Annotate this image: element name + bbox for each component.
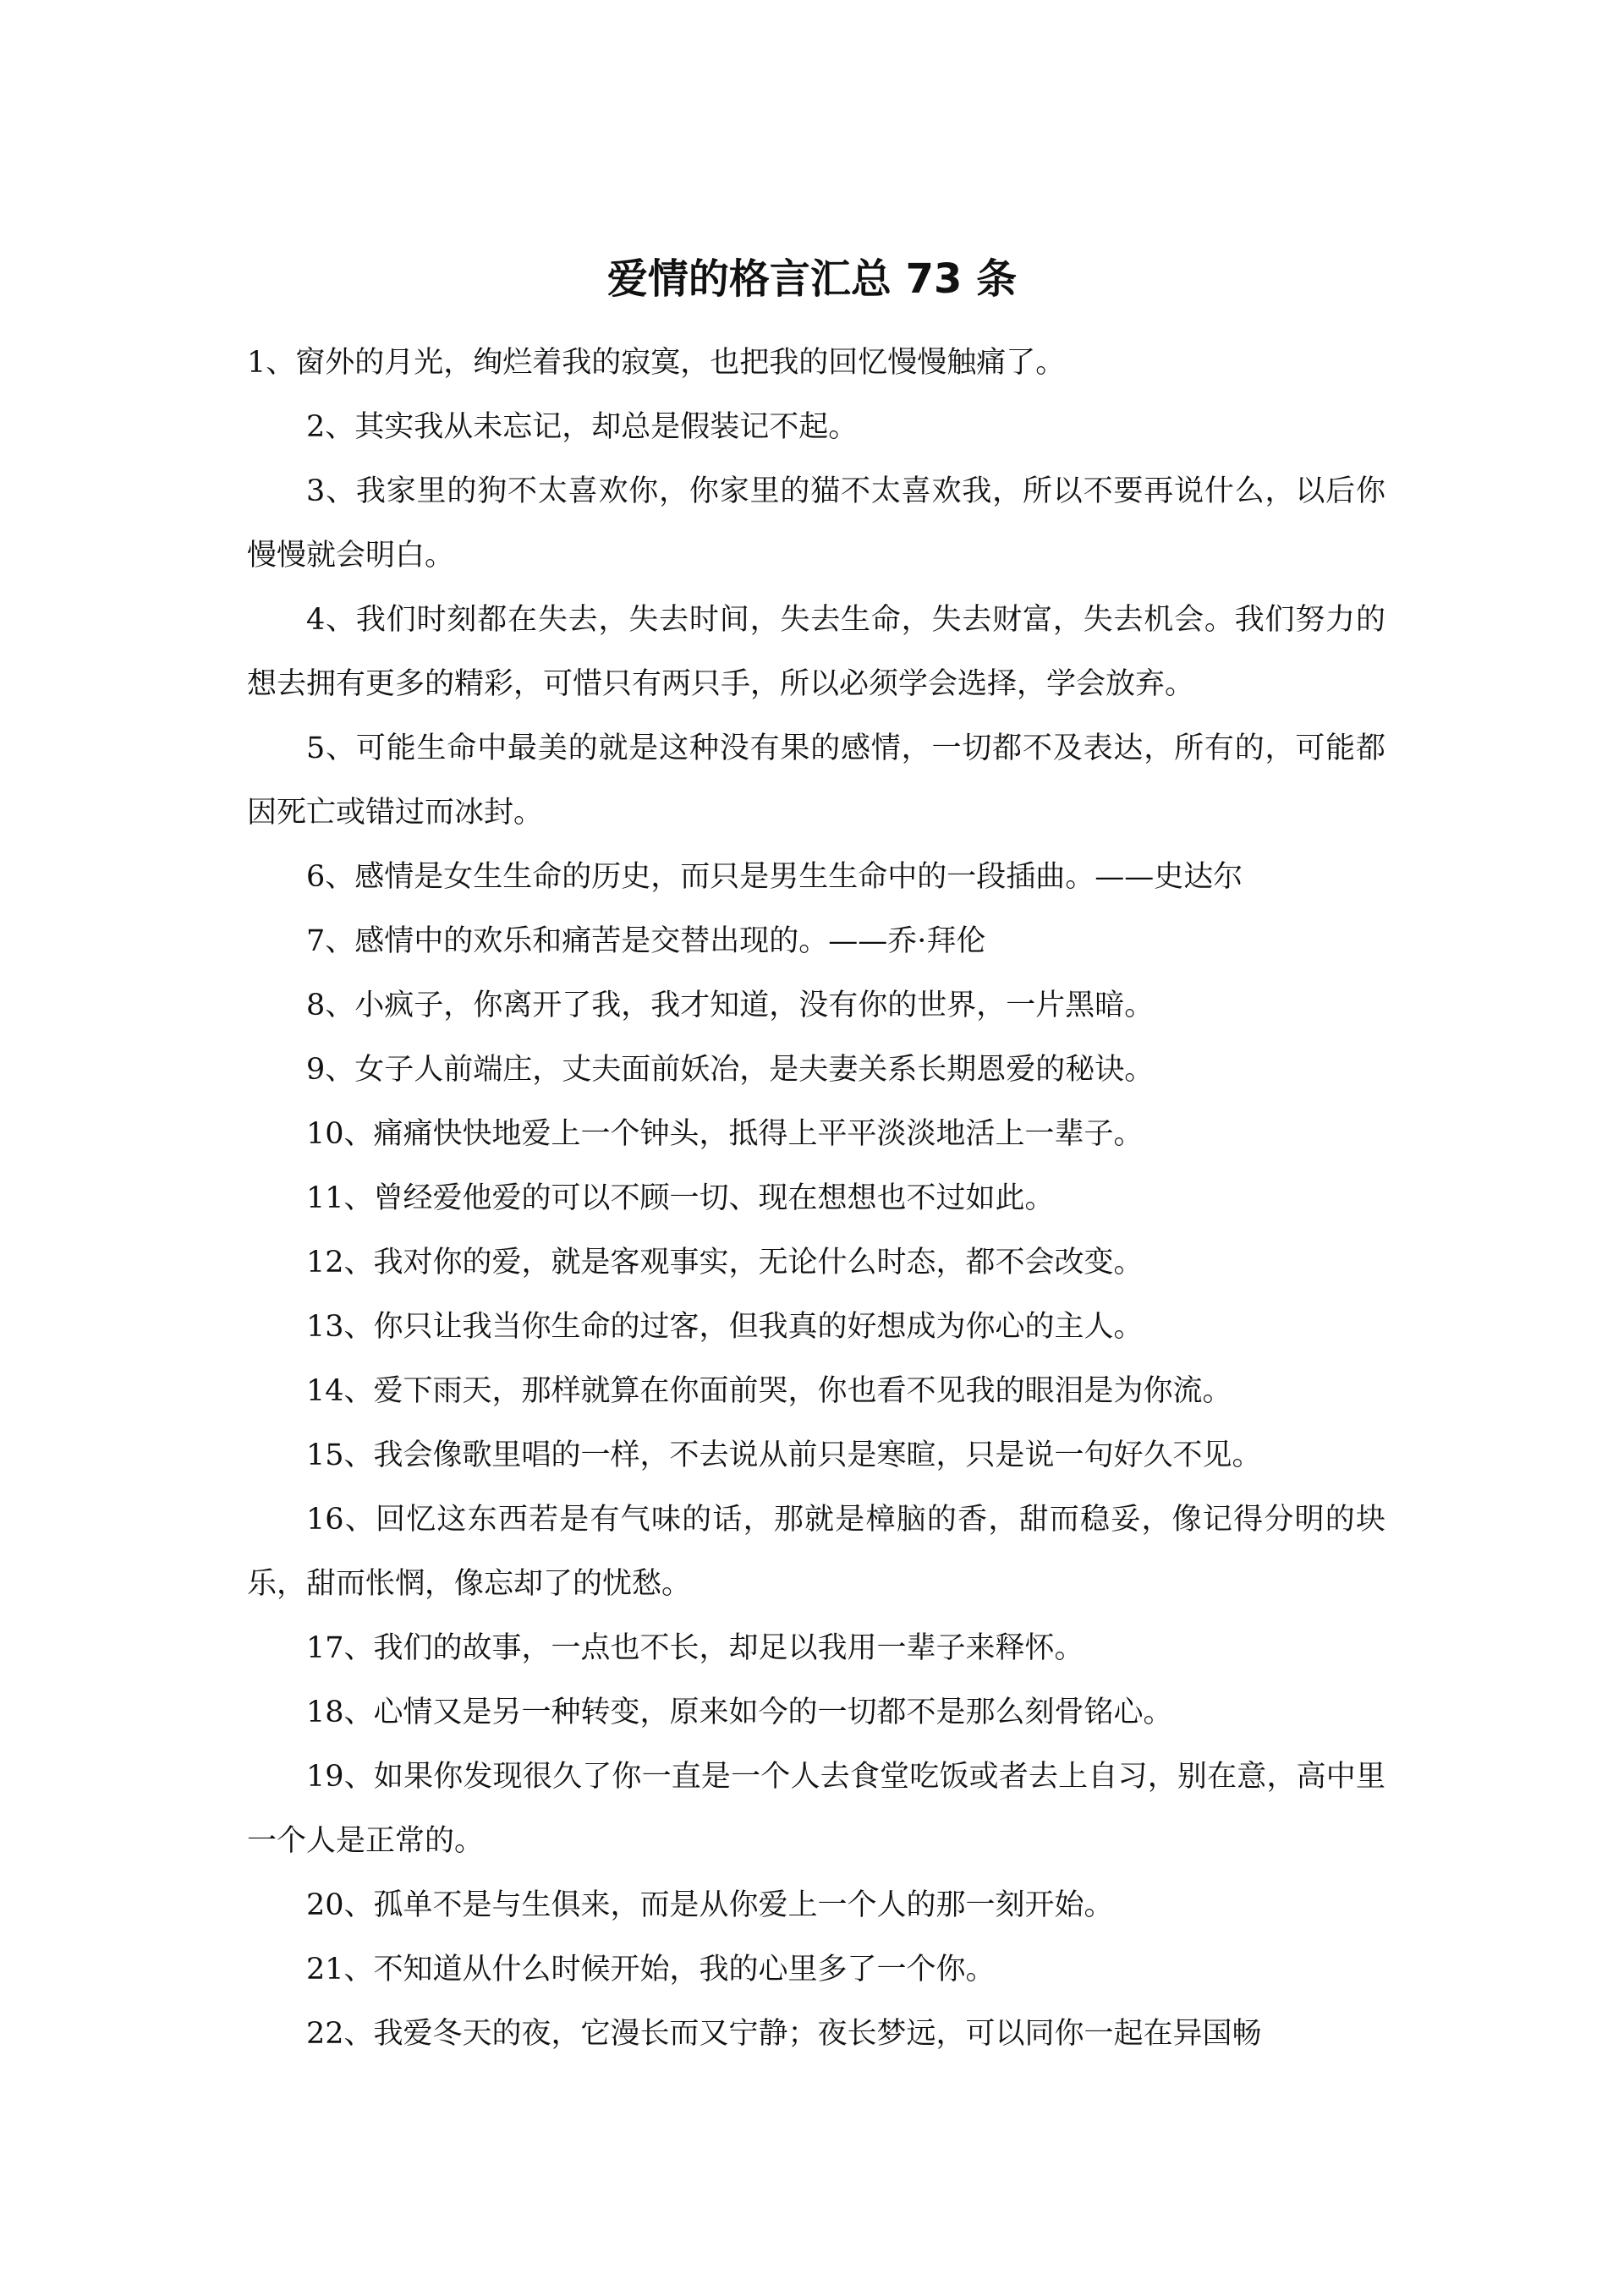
paragraph-7: 7、感情中的欢乐和痛苦是交替出现的。——乔·拜伦 <box>306 924 986 958</box>
paragraph-17: 17、我们的故事，一点也不长，却足以我用一辈子来释怀。 <box>306 1631 1084 1665</box>
paragraph-14: 14、爱下雨天，那样就算在你面前哭，你也看不见我的眼泪是为你流。 <box>306 1374 1232 1408</box>
document-title: 爱情的格言汇总 73 条 <box>606 255 1018 303</box>
paragraph-9: 9、女子人前端庄，丈夫面前妖冶，是夫妻关系长期恩爱的秘诀。 <box>306 1053 1155 1087</box>
paragraph-8: 8、小疯子，你离开了我，我才知道，没有你的世界，一片黑暗。 <box>306 989 1155 1022</box>
paragraph-11: 11、曾经爱他爱的可以不顾一切、现在想想也不过如此。 <box>306 1181 1055 1215</box>
paragraph-16: 16、回忆这东西若是有气味的话，那就是樟脑的香，甜而稳妥，像记得分明的块乐，甜而怅惘，像忘却了的忧愁。 <box>247 1503 1385 1601</box>
paragraph-15: 15、我会像歌里唱的一样，不去说从前只是寒暄，只是说一句好久不见。 <box>306 1438 1262 1472</box>
paragraph-10: 10、痛痛快快地爱上一个钟头，抵得上平平淡淡地活上一辈子。 <box>306 1117 1144 1151</box>
paragraph-13: 13、你只让我当你生命的过客，但我真的好想成为你心的主人。 <box>306 1310 1144 1344</box>
paragraph-12: 12、我对你的爱，就是客观事实，无论什么时态，都不会改变。 <box>306 1246 1144 1280</box>
paragraph-2: 2、其实我从未忘记，却总是假装记不起。 <box>306 410 859 444</box>
paragraph-21: 21、不知道从什么时候开始，我的心里多了一个你。 <box>306 1953 996 1986</box>
paragraph-22: 22、我爱冬天的夜，它漫长而又宁静；夜长梦远，可以同你一起在异国畅 <box>306 2017 1262 2051</box>
paragraph-20: 20、孤单不是与生俱来，而是从你爱上一个人的那一刻开始。 <box>306 1888 1114 1922</box>
paragraph-6: 6、感情是女生生命的历史，而只是男生生命中的一段插曲。——史达尔 <box>306 860 1243 894</box>
paragraph-4: 4、我们时刻都在失去，失去时间，失去生命，失去财富，失去机会。我们努力的想去拥有更多的精彩，可惜只有两只手，所以必须学会选择，学会放弃。 <box>247 603 1385 701</box>
paragraph-3: 3、我家里的狗不太喜欢你，你家里的猫不太喜欢我，所以不要再说什么，以后你慢慢就会明白。 <box>247 474 1385 573</box>
paragraph-19: 19、如果你发现很久了你一直是一个人去食堂吃饭或者去上自习，别在意，高中里一个人是正常的。 <box>247 1760 1385 1858</box>
paragraph-18: 18、心情又是另一种转变，原来如今的一切都不是那么刻骨铭心。 <box>306 1696 1173 1729</box>
paragraph-5: 5、可能生命中最美的就是这种没有果的感情，一切都不及表达，所有的，可能都因死亡或错过而冰封。 <box>247 732 1385 830</box>
document-body <box>247 331 1385 2066</box>
paragraph-1: 1、窗外的月光，绚烂着我的寂寞，也把我的回忆慢慢触痛了。 <box>247 346 1066 380</box>
